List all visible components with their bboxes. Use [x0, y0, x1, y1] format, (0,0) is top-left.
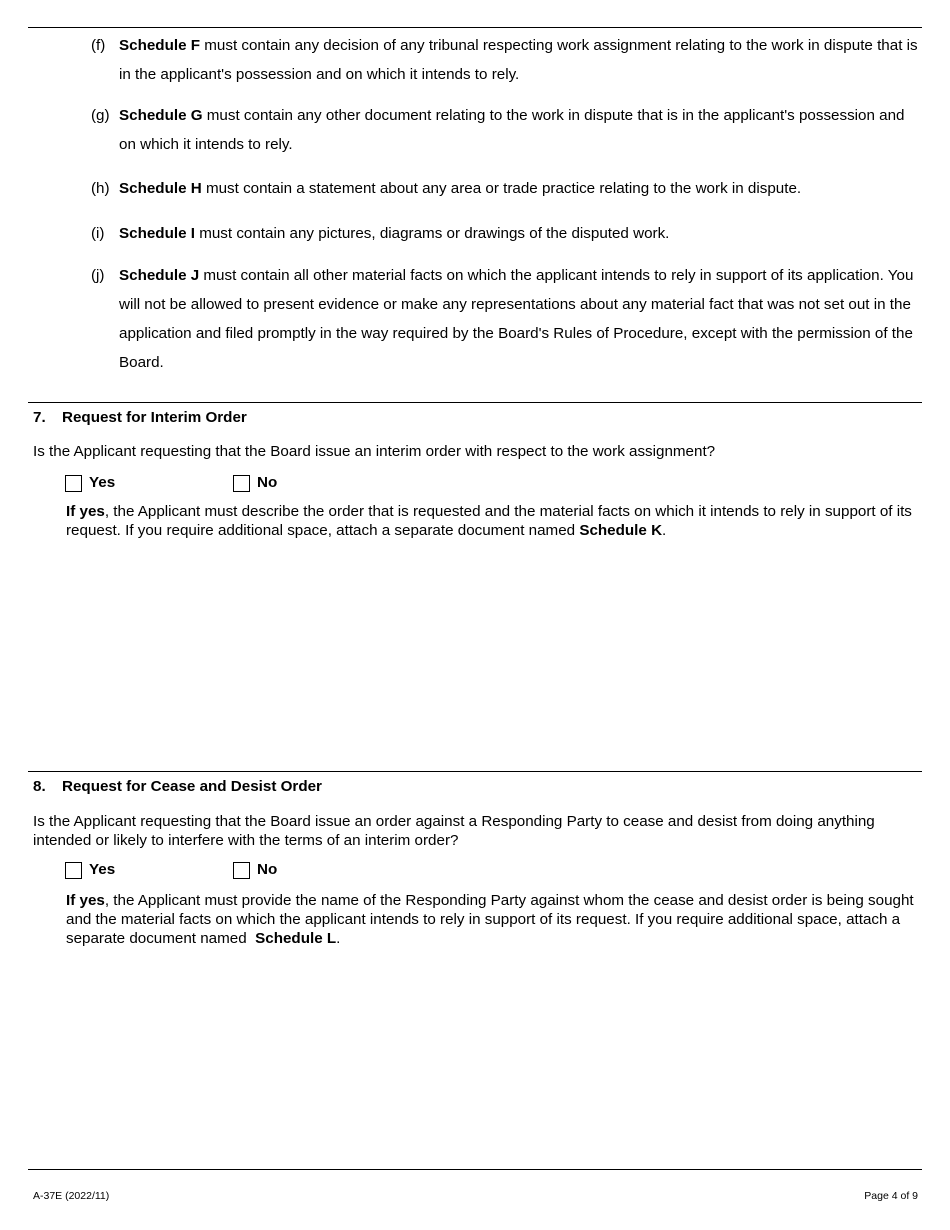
item-text: [119, 101, 924, 159]
yes-checkbox[interactable]: [65, 475, 82, 492]
schedule-description: must contain a statement about any area or trade practice relating to the work in dispute.: [201, 180, 802, 197]
yes-label: Yes: [89, 474, 116, 491]
item-letter: (i): [91, 225, 105, 242]
schedule-name: Schedule J: [119, 267, 200, 284]
item-text: [119, 31, 924, 89]
note-lead: If yes: [66, 503, 105, 520]
item-letter: (j): [91, 267, 105, 284]
section-number: 8.: [33, 778, 46, 795]
note-body: , the Applicant must provide the name of the Responding Party against whom the cease and desist order is being sought and the material facts on which the applicant intends to rely in support of its request. If you require additional space, attach a separate document named: [66, 892, 918, 947]
item-text: [119, 261, 924, 377]
form-id: A-37E (2022/11): [33, 1190, 110, 1202]
no-checkbox[interactable]: [233, 862, 250, 879]
section-8-question: Is the Applicant requesting that the Board issue an order against a Responding Party to cease and desist from doing anything intended or likely to interfere with the terms of an interim order?: [33, 813, 875, 849]
section-7-note: [66, 502, 924, 540]
item-letter: (g): [91, 107, 110, 124]
schedule-description: must contain any other document relating to the work in dispute that is in the applicant's possession and on which it intends to rely.: [119, 107, 905, 153]
page-number: Page 4 of 9: [864, 1190, 918, 1202]
item-letter: (f): [91, 37, 106, 54]
top-rule: [28, 27, 922, 28]
section-7-title: [33, 409, 247, 426]
footer-rule: [28, 1169, 922, 1170]
section-8-title: [33, 778, 322, 795]
schedule-description: must contain any decision of any tribunal respecting work assignment relating to the work in dispute that is in the applicant's possession and on which it intends to rely.: [119, 37, 918, 83]
item-text: [119, 219, 924, 248]
no-label: No: [257, 861, 278, 878]
section-7-rule: [28, 402, 922, 403]
note-schedule: Schedule K: [579, 522, 663, 539]
note-lead: If yes: [66, 892, 105, 909]
note-body: , the Applicant must describe the order that is requested and the material facts on which it intends to rely in support of its request. If you require additional space, attach a separate document named: [66, 503, 912, 539]
schedule-name: Schedule H: [119, 180, 202, 197]
schedule-description: must contain any pictures, diagrams or drawings of the disputed work.: [194, 225, 670, 242]
section-title-text: Request for Cease and Desist Order: [62, 778, 322, 795]
schedule-name: Schedule I: [119, 225, 195, 242]
section-7-options: [65, 474, 325, 494]
schedule-name: Schedule F: [119, 37, 201, 54]
schedule-name: Schedule G: [119, 107, 203, 124]
no-label: No: [257, 474, 278, 491]
item-letter: (h): [91, 180, 110, 197]
section-8-rule: [28, 771, 922, 772]
note-end: .: [336, 930, 341, 947]
note-end: .: [662, 522, 667, 539]
section-8-note: [66, 891, 924, 948]
note-schedule: Schedule L: [255, 930, 337, 947]
section-7-question: Is the Applicant requesting that the Board issue an interim order with respect to the work assignment?: [33, 443, 716, 460]
yes-label: Yes: [89, 861, 116, 878]
yes-checkbox[interactable]: [65, 862, 82, 879]
section-number: 7.: [33, 409, 46, 426]
no-checkbox[interactable]: [233, 475, 250, 492]
item-text: [119, 174, 924, 203]
section-8-options: [65, 861, 325, 881]
schedule-description: must contain all other material facts on which the applicant intends to rely in support of its application. You will not be allowed to present evidence or make any representations about any material fact that was not set out in the application and filed promptly in the way required by the Board's Rules of Procedure, except with the permission of the Board.: [119, 267, 914, 371]
section-title-text: Request for Interim Order: [62, 409, 247, 426]
